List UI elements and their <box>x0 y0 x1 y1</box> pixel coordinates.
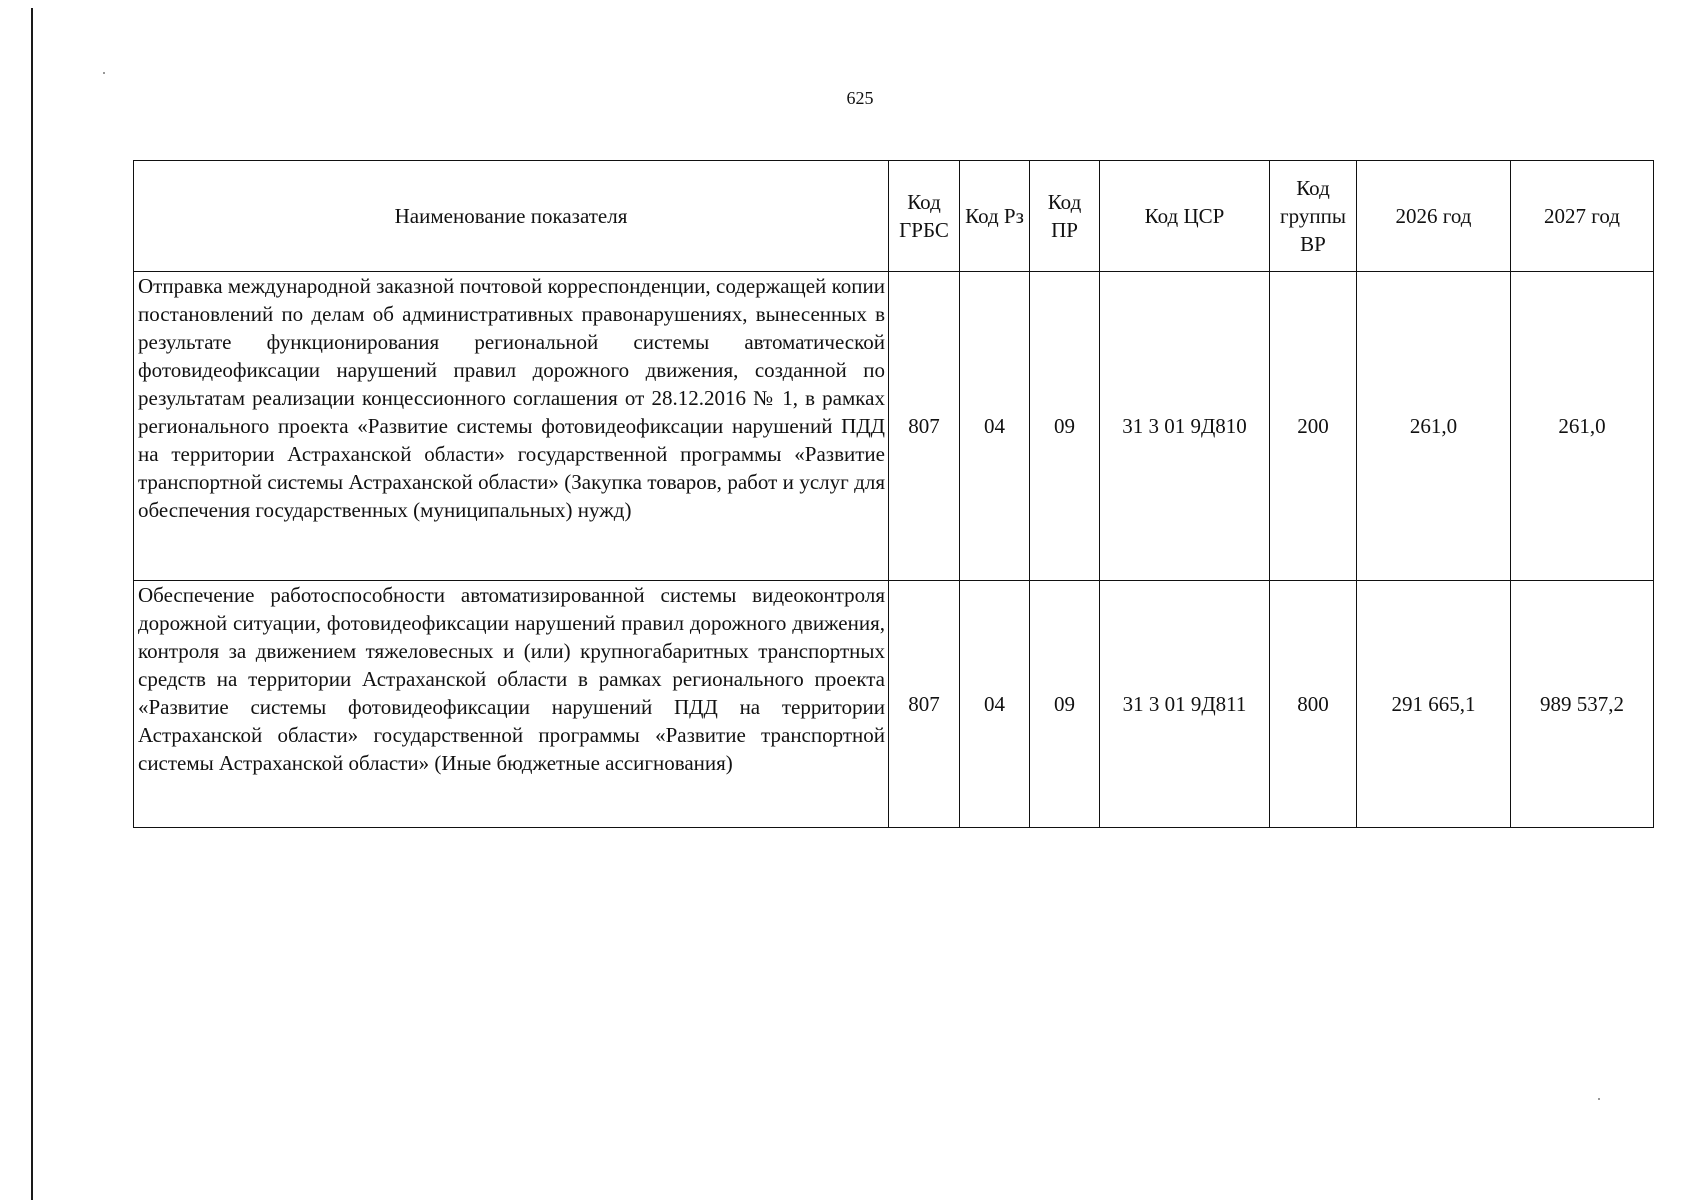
scan-speck <box>103 72 105 74</box>
scan-speck <box>1598 1098 1600 1100</box>
row-pr: 09 <box>1030 581 1100 828</box>
header-pr: Код ПР <box>1030 161 1100 272</box>
row-grbs: 807 <box>889 581 960 828</box>
row-vr: 200 <box>1270 272 1357 581</box>
row-2027: 261,0 <box>1511 272 1654 581</box>
row-2026: 291 665,1 <box>1357 581 1511 828</box>
table-row <box>134 272 1654 581</box>
header-grbs: Код ГРБС <box>889 161 960 272</box>
header-csr: Код ЦСР <box>1100 161 1270 272</box>
row-rz: 04 <box>960 581 1030 828</box>
row-pr: 09 <box>1030 272 1100 581</box>
header-rz: Код Рз <box>960 161 1030 272</box>
header-2026: 2026 год <box>1357 161 1511 272</box>
row-csr: 31 3 01 9Д811 <box>1100 581 1270 828</box>
header-2027: 2027 год <box>1511 161 1654 272</box>
row-name: Отправка международной заказной почтовой корреспонденции, содержащей копии постановлений по делам об административных правонарушениях, вынесенных в результате функционирования региональной системы автоматической фотовидеофиксации нарушений правил дорожного движения, созданной по результатам реализации концессионного соглашения от 28.12.2016 № 1, в рамках регионального проекта «Развитие системы фотовидеофиксации нарушений ПДД на территории Астраханской области» государственной программы «Развитие транспортной системы Астраханской области» (Закупка товаров, работ и услуг для обеспечения государственных (муниципальных) нужд) <box>134 272 889 581</box>
row-name: Обеспечение работоспособности автоматизированной системы видеоконтроля дорожной ситуации, фотовидеофиксации нарушений правил дорожного движения, контроля за движением тяжеловесных и (или) крупногабаритных транспортных средств на территории Астраханской области в рамках регионального проекта «Развитие системы фотовидеофиксации нарушений ПДД на территории Астраханской области» государственной программы «Развитие транспортной системы Астраханской области» (Иные бюджетные ассигнования) <box>134 581 889 828</box>
table-row <box>134 581 1654 828</box>
page-number: 625 <box>846 88 874 108</box>
row-2027: 989 537,2 <box>1511 581 1654 828</box>
header-row <box>134 161 1654 272</box>
row-grbs: 807 <box>889 272 960 581</box>
row-2026: 261,0 <box>1357 272 1511 581</box>
header-name: Наименование показателя <box>134 161 889 272</box>
row-csr: 31 3 01 9Д810 <box>1100 272 1270 581</box>
row-rz: 04 <box>960 272 1030 581</box>
budget-table <box>133 160 1654 828</box>
header-vr: Код группы ВР <box>1270 161 1357 272</box>
row-vr: 800 <box>1270 581 1357 828</box>
binding-line <box>31 8 33 1200</box>
